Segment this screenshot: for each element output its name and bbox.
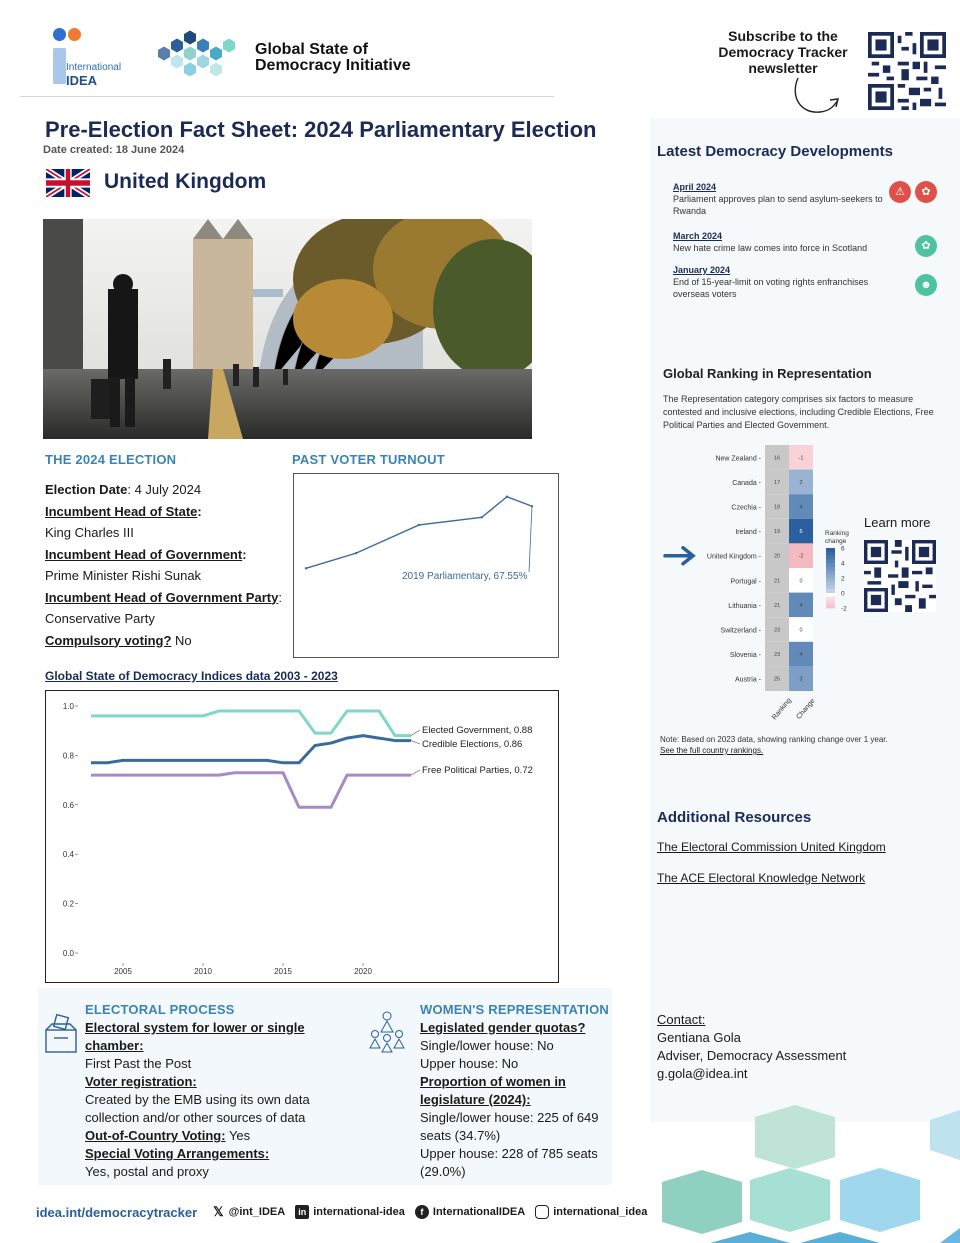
series-label-leader (411, 730, 420, 736)
subscribe-text[interactable]: Subscribe to the Democracy Tracker newsletter (718, 28, 848, 76)
head-of-state-row: Incumbent Head of State: (45, 503, 202, 519)
developments-heading: Latest Democracy Developments (657, 143, 893, 160)
ranking-heatmap (655, 440, 860, 725)
development-1-text: Parliament approves plan to send asylum-seekers to Rwanda (673, 194, 883, 216)
y-tick-label: 0.4 (62, 850, 74, 860)
full-rankings-link[interactable]: See the full country rankings. (660, 746, 764, 755)
change-value: 6 (799, 529, 803, 536)
column-label: Ranking (771, 697, 793, 722)
head-of-gov-party-label[interactable]: Incumbent Head of Government Party (45, 589, 279, 605)
footer-instagram[interactable] (535, 1205, 647, 1219)
women-group-icon (366, 1010, 408, 1054)
header-divider (20, 96, 554, 97)
series-label-leader (411, 741, 420, 744)
series-label: Credible Elections, 0.86 (422, 739, 523, 750)
out-of-country-label[interactable]: Out-of-Country Voting: (85, 1128, 226, 1143)
ranking-heading: Global Ranking in Representation (663, 366, 872, 381)
footer-x[interactable] (213, 1204, 285, 1220)
ranking-value: 21 (773, 578, 781, 585)
womens-rep-heading: WOMEN'S REPRESENTATION (420, 1002, 610, 1017)
compulsory-voting-label[interactable]: Compulsory voting? (45, 632, 172, 648)
compulsory-voting-value: No (171, 632, 192, 648)
y-tick-label: 1.0 (62, 702, 74, 711)
international-idea-logo (50, 26, 130, 88)
electoral-process-details (85, 1019, 365, 1181)
legend-gradient-step (826, 604, 835, 608)
resources-heading: Additional Resources (657, 809, 812, 826)
country-label: Ireland - (735, 529, 761, 537)
facebook-icon: f (415, 1205, 429, 1219)
page-title: Pre-Election Fact Sheet: 2024 Parliamentary Election (45, 117, 597, 142)
electoral-process-heading: ELECTORAL PROCESS (85, 1002, 235, 1017)
ranking-value: 25 (773, 676, 781, 683)
development-2-date: March 2024 (673, 231, 723, 241)
country-label: Czechia - (731, 504, 761, 512)
country-label: United Kingdom - (706, 553, 761, 561)
logo-dot-orange (68, 28, 81, 41)
uk-pointer-arrow-icon (665, 548, 693, 564)
contact-role: Adviser, Democracy Assessment (657, 1048, 847, 1063)
series-label-leader (411, 770, 420, 775)
legend-gradient-step (826, 563, 835, 567)
indices-chart-svg (46, 691, 558, 982)
gender-quotas-lower: Single/lower house: No (420, 1038, 554, 1053)
x-tick-label: 2005 (114, 967, 132, 976)
positive-voters-icon: ☻ (915, 274, 937, 296)
turnout-point (305, 567, 307, 569)
series-line (91, 773, 411, 808)
gsod-title-line2: Democracy Initiative (255, 57, 411, 74)
ranking-value: 16 (773, 455, 781, 462)
gsod-title-line1: Global State of (255, 41, 368, 58)
legend-gradient-step (826, 582, 835, 586)
turnout-section-heading: PAST VOTER TURNOUT (292, 452, 445, 467)
country-label: Austria - (734, 676, 761, 684)
legend-tick: 0 (841, 590, 845, 598)
learn-more-qr-code[interactable] (864, 540, 936, 612)
change-value: 4 (799, 652, 803, 659)
compulsory-voting-row (45, 630, 285, 652)
indices-chart (45, 690, 559, 983)
legend-tick: 6 (841, 545, 845, 553)
turnout-point (355, 552, 357, 554)
series-label: Elected Government, 0.88 (422, 725, 533, 736)
ranking-description: The Representation category comprises six factors to measure contested and inclusive elections, including Credible Elections, Free Political Parties and Elected Government. (663, 394, 934, 430)
footer (36, 1204, 657, 1220)
women-proportion-label[interactable]: Proportion of women in legislature (2024): (420, 1074, 566, 1107)
turnout-point (506, 496, 508, 498)
development-2-text: New hate crime law comes into force in Scotland (673, 243, 868, 253)
out-of-country-value: Yes (225, 1128, 251, 1143)
country-label: Lithuania - (728, 602, 761, 610)
decorative-hexagons (650, 1100, 960, 1243)
contact-name: Gentiana Gola (657, 1030, 741, 1045)
footer-x-handle: @int_IDEA (228, 1206, 286, 1218)
ranking-value: 19 (773, 529, 781, 536)
election-section-heading: THE 2024 ELECTION (45, 452, 177, 467)
legend-gradient-step (826, 571, 835, 575)
change-value: 0 (799, 578, 803, 585)
turnout-label: 2019 Parliamentary, 67.55% (402, 571, 528, 582)
electoral-system-value: First Past the Post (85, 1056, 192, 1071)
ranking-note (660, 734, 940, 756)
legend-gradient-step (826, 559, 835, 563)
ranking-value: 20 (773, 553, 781, 560)
gsod-hexagon-logo (148, 30, 240, 80)
head-of-state-label[interactable]: Incumbent Head of State (45, 503, 198, 519)
turnout-chart-svg (294, 474, 558, 657)
contact-label: Contact: (657, 1012, 706, 1027)
electoral-system-label[interactable]: Electoral system for lower or single chamber: (85, 1020, 305, 1053)
date-created: Date created: 18 June 2024 (43, 144, 185, 156)
ranking-note-text: Note: Based on 2023 data, showing ranking change over 1 year. (660, 735, 888, 744)
x-tick-label: 2015 (274, 967, 292, 976)
head-of-state-value: King Charles III (45, 525, 134, 540)
ranking-value: 18 (773, 504, 781, 511)
legend-gradient-step (826, 578, 835, 582)
positive-people-icon: ✿ (915, 235, 937, 257)
footer-facebook[interactable] (415, 1205, 525, 1219)
change-value: 3 (799, 676, 803, 683)
ranking-value: 17 (773, 479, 781, 486)
legend-gradient-step (826, 567, 835, 571)
head-of-gov-value: Prime Minister Rishi Sunak (45, 568, 202, 583)
legend-gradient-step (826, 593, 835, 597)
legend-title: Ranking (825, 530, 849, 537)
voter-registration-value: Created by the EMB using its own data collection and/or other sources of data (85, 1092, 310, 1125)
development-1-date: April 2024 (673, 182, 717, 192)
people-alert-icon: ✿ (915, 181, 937, 203)
turnout-point (481, 516, 483, 518)
turnout-point (418, 524, 420, 526)
special-voting-label[interactable]: Special Voting Arrangements: (85, 1146, 270, 1161)
head-of-gov-party-row: Incumbent Head of Government Party: (45, 589, 282, 605)
london-street-photo (43, 219, 532, 439)
head-of-gov-label[interactable]: Incumbent Head of Government (45, 546, 243, 562)
women-proportion-lower: Single/lower house: 225 of 649 seats (34.7%) (420, 1110, 599, 1143)
development-item-1[interactable] (673, 181, 885, 217)
development-item-2[interactable] (673, 230, 885, 254)
column-label: Change (795, 697, 817, 721)
legend-gradient-step (826, 574, 835, 578)
gsod-title (255, 42, 411, 74)
rights-alert-icon: ⚠ (889, 181, 911, 203)
footer-site-link[interactable]: idea.int/democracytracker (36, 1204, 198, 1220)
ranking-value: 23 (773, 627, 781, 634)
gender-quotas-label[interactable]: Legislated gender quotas? (420, 1020, 586, 1035)
legend-title-2: change (825, 538, 847, 545)
y-tick-label: 0.8 (62, 751, 74, 761)
legend-tick: 2 (841, 575, 845, 583)
footer-linkedin-handle: international-idea (313, 1206, 405, 1218)
series-line (91, 711, 411, 736)
legend-gradient-step (826, 601, 835, 605)
special-voting-value: Yes, postal and proxy (85, 1164, 209, 1179)
x-tick-label: 2020 (354, 967, 372, 976)
election-date-label: Election Date (45, 482, 128, 497)
legend-gradient-step (826, 589, 835, 593)
change-value: -1 (798, 455, 804, 462)
development-item-3[interactable] (673, 264, 885, 300)
country-label: Canada - (732, 479, 761, 487)
election-details (45, 479, 285, 651)
y-tick-label: 0.6 (62, 800, 74, 810)
resource-link-ace-network[interactable]: The ACE Electoral Knowledge Network (657, 871, 866, 885)
change-value: 4 (799, 504, 803, 511)
linkedin-icon: in (295, 1205, 309, 1219)
series-line (91, 736, 411, 763)
head-of-gov-row: Incumbent Head of Government: (45, 546, 247, 562)
country-label: Slovenia - (729, 652, 761, 660)
x-icon: 𝕏 (213, 1204, 224, 1219)
turnout-chart (293, 473, 559, 658)
y-tick-label: 0.2 (62, 899, 74, 909)
contact-block (657, 1011, 846, 1083)
footer-facebook-handle: InternationalIDEA (432, 1206, 526, 1218)
turnout-line (306, 497, 532, 569)
ballot-box-icon (44, 1014, 78, 1054)
learn-more-text[interactable]: Learn more (864, 515, 931, 530)
development-3-text: End of 15-year-limit on voting rights enfranchises overseas voters (673, 277, 869, 299)
curved-arrow-icon (790, 76, 842, 116)
change-value: -2 (798, 553, 804, 560)
footer-instagram-handle: international_idea (553, 1206, 648, 1218)
womens-rep-details (420, 1019, 610, 1181)
legend-gradient-step (826, 552, 835, 556)
election-date-row (45, 479, 285, 501)
ranking-value: 23 (773, 652, 781, 659)
head-of-gov-party-value: Conservative Party (45, 611, 155, 626)
series-label: Free Political Parties, 0.72 (422, 765, 533, 776)
country-label: Switzerland - (720, 627, 761, 635)
ranking-value: 21 (773, 602, 781, 609)
contact-email[interactable]: g.gola@idea.int (657, 1066, 748, 1081)
x-tick-label: 2010 (194, 967, 212, 976)
change-value: 2 (799, 479, 803, 486)
development-3-date: January 2024 (673, 265, 731, 275)
logo-bar (53, 48, 66, 84)
country-label: Portugal - (730, 578, 761, 586)
resource-link-electoral-commission[interactable]: The Electoral Commission United Kingdom (657, 840, 886, 854)
legend-gradient-step (826, 556, 835, 560)
legend-gradient-step (826, 548, 835, 552)
voter-registration-label[interactable]: Voter registration: (85, 1074, 197, 1089)
uk-flag-icon (46, 169, 90, 197)
change-value: 4 (799, 602, 803, 609)
legend-tick: 4 (841, 560, 845, 568)
gsod-indices-link[interactable]: Global State of Democracy Indices data 2003 - 2023 (45, 669, 338, 683)
country-name: United Kingdom (104, 170, 267, 193)
legend-gradient-step (826, 586, 835, 590)
logo-text-idea: IDEA (66, 73, 98, 88)
instagram-icon (535, 1205, 549, 1219)
turnout-label-leader (529, 506, 532, 572)
footer-linkedin[interactable] (295, 1205, 405, 1219)
y-tick-label: 0.0 (62, 949, 74, 958)
change-value: 0 (799, 627, 803, 634)
logo-text-international: International (66, 62, 122, 73)
legend-tick: -2 (841, 605, 847, 613)
women-proportion-upper: Upper house: 228 of 785 seats (29.0%) (420, 1146, 598, 1179)
legend-gradient-step (826, 597, 835, 601)
gender-quotas-upper: Upper house: No (420, 1056, 519, 1071)
election-date-value: : 4 July 2024 (127, 482, 202, 497)
country-label: New Zealand - (715, 455, 761, 463)
newsletter-qr-code[interactable] (868, 32, 946, 110)
logo-dot-blue (53, 28, 66, 41)
